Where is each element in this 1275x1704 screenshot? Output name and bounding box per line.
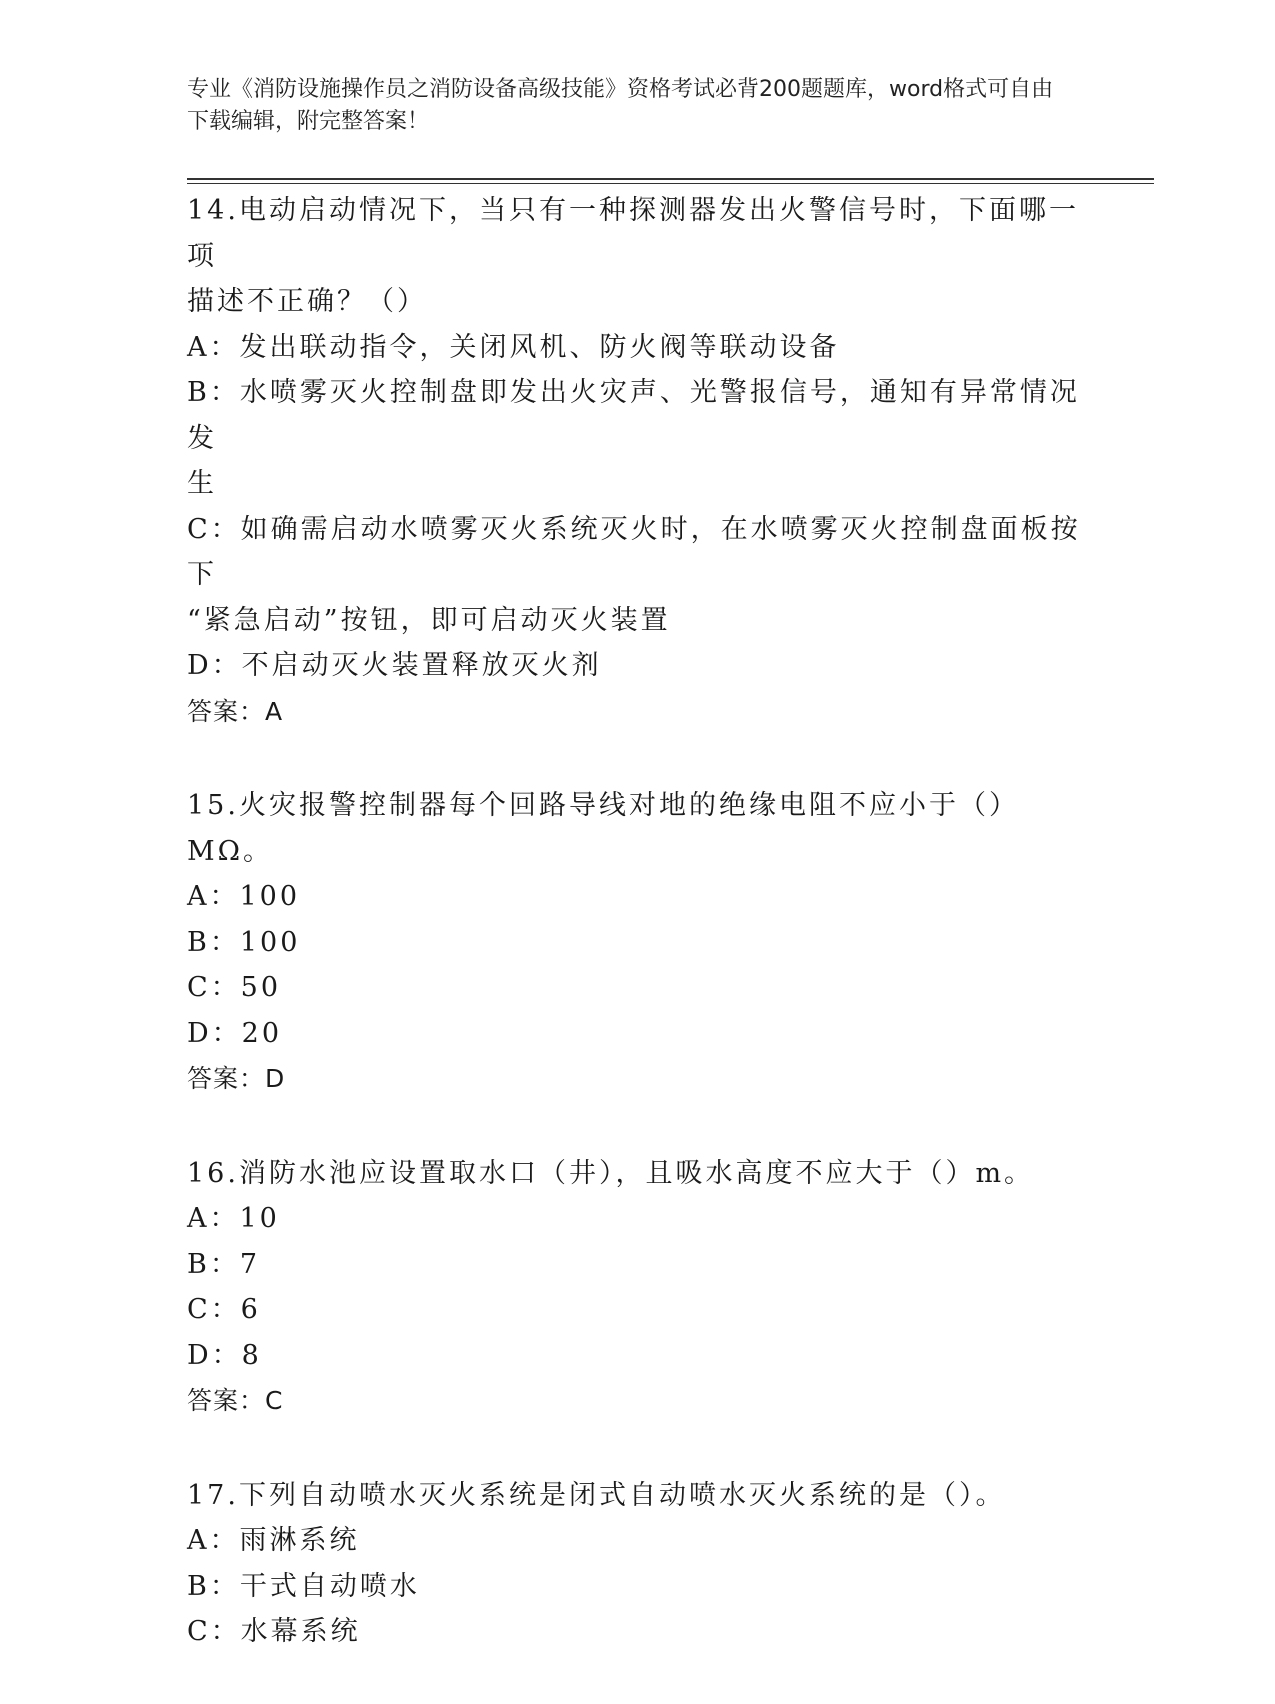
answer-option-line: D：不启动灭火装置释放灭火剂 <box>187 650 602 681</box>
answer-option-line: B：干式自动喷水 <box>187 1570 420 1602</box>
correct-answer: 答案：D <box>187 1064 286 1093</box>
question-stem-line: 15.火灾报警控制器每个回路导线对地的绝缘电阻不应小于（）MΩ。 <box>187 790 1019 867</box>
question-item <box>187 188 1087 734</box>
question-item <box>187 1473 1087 1655</box>
correct-answer: 答案：C <box>187 1386 284 1415</box>
answer-option-line: A：雨淋系统 <box>187 1525 360 1556</box>
document-header: 专业《消防设施操作员之消防设备高级技能》资格考试必背200题题库，word格式可自由下载编辑，附完整答案！ <box>187 77 1054 134</box>
answer-option-line: C：水幕系统 <box>187 1616 361 1647</box>
question-list <box>187 188 1087 1704</box>
question-item <box>187 783 1087 1102</box>
question-stem-line: 描述不正确？（） <box>187 286 427 317</box>
question-item <box>187 1151 1087 1424</box>
answer-option-line: A：100 <box>187 881 301 912</box>
answer-option-line: “紧急启动”按钮，即可启动灭火装置 <box>187 604 671 636</box>
header-divider-thin <box>187 183 1154 184</box>
answer-option-line: A：发出联动指令，关闭风机、防火阀等联动设备 <box>187 331 840 363</box>
answer-option-line: 生 <box>187 468 217 499</box>
answer-option-line: D：20 <box>187 1017 283 1049</box>
correct-answer: 答案：A <box>187 696 284 726</box>
answer-option-line: A：10 <box>187 1203 280 1234</box>
answer-option-line: C：50 <box>187 972 282 1003</box>
answer-option-line: C：6 <box>187 1294 261 1325</box>
answer-option-line: B：7 <box>187 1248 261 1280</box>
question-stem-line: 17.下列自动喷水灭火系统是闭式自动喷水灭火系统的是（）。 <box>187 1479 1006 1511</box>
question-stem-line: 14.电动启动情况下，当只有一种探测器发出火警信号时，下面哪一项 <box>187 195 1079 272</box>
question-stem-line: 16.消防水池应设置取水口（井），且吸水高度不应大于（）m。 <box>187 1157 1035 1189</box>
header-divider-thick <box>187 178 1154 180</box>
answer-option-line: B：水喷雾灭火控制盘即发出火灾声、光警报信号，通知有异常情况发 <box>187 377 1080 454</box>
answer-option-line: D：8 <box>187 1339 262 1371</box>
answer-option-line: B：100 <box>187 926 301 958</box>
answer-option-line: C：如确需启动水喷雾灭火系统灭火时，在水喷雾灭火控制盘面板按下 <box>187 513 1081 590</box>
